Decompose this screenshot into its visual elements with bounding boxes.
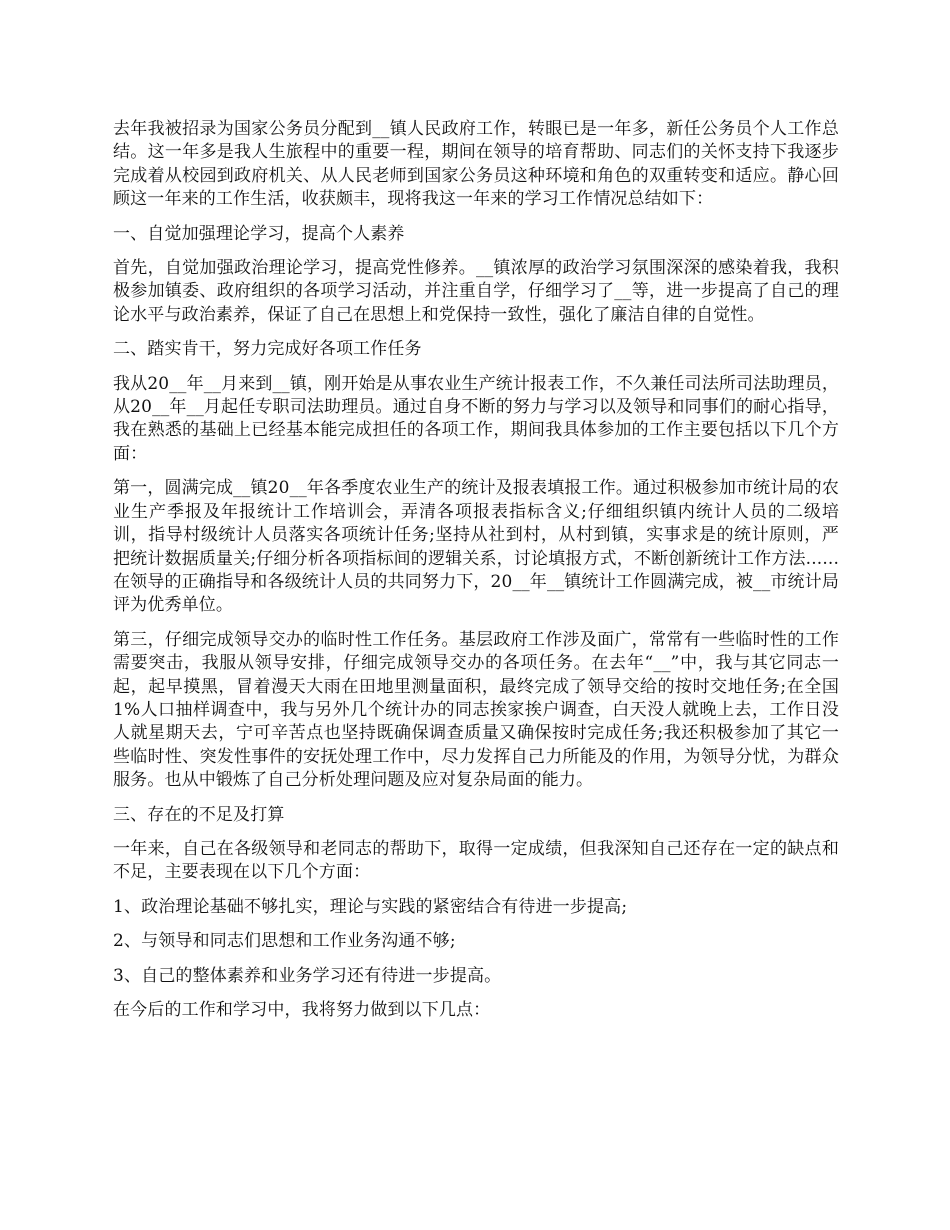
section-heading-shortcomings: 三、存在的不足及打算: [113, 804, 285, 825]
list-item: 2、与领导和同志们思想和工作业务沟通不够;: [113, 931, 456, 952]
paragraph-work-history: 我从20__年__月来到__镇，刚开始是从事农业生产统计报表工作，不久兼任司法所司法助理员，从20__年__月起任专职司法助理员。通过自身不断的努力与学习以及领导和同事们的耐心指导，我在熟悉的基础上已经基本能完成担任的各项工作，期间我具体参加的工作主要包括以下几个方面：: [113, 373, 839, 464]
list-item: 1、政治理论基础不够扎实，理论与实践的紧密结合有待进一步提高;: [113, 896, 628, 917]
intro-paragraph: 去年我被招录为国家公务员分配到__镇人民政府工作，转眼已是一年多，新任公务员个人工作总结。这一年多是我人生旅程中的重要一程，期间在领导的培育帮助、同志们的关怀支持下我逐步完成着从校园到政府机关、从人民老师到国家公务员这种环境和角色的双重转变和适应。静心回顾这一年来的工作生活，收获颇丰，现将我这一年来的学习工作情况总结如下：: [113, 119, 839, 210]
paragraph-future-plans: 在今后的工作和学习中，我将努力做到以下几点：: [113, 1000, 491, 1020]
paragraph-temporary-tasks: 第三，仔细完成领导交办的临时性工作任务。基层政府工作涉及面广，常常有一些临时性的工作需要突击，我服从领导安排，仔细完成领导交办的各项任务。在去年“__”中，我与其它同志一起，起早摸黑，冒着漫天大雨在田地里测量面积，最终完成了领导交给的按时交地任务;在全国1%人口抽样调查中，我与另外几个统计办的同志挨家挨户调查，白天没人就晚上去，工作日没人就星期天去，宁可辛苦点也坚持既确保调查质量又确保按时完成任务;我还积极参加了其它一些临时性、突发性事件的安抚处理工作中，尽力发挥自己力所能及的作用，为领导分忧，为群众服务。也从中锻炼了自己分析处理问题及应对复杂局面的能力。: [113, 629, 839, 791]
paragraph-political-study: 首先，自觉加强政治理论学习，提高党性修养。__镇浓厚的政治学习氛围深深的感染着我，我积极参加镇委、政府组织的各项学习活动，并注重自学，仔细学习了__等，进一步提高了自己的理论水平与政治素养，保证了自己在思想上和党保持一致性，强化了廉洁自律的自觉性。: [113, 258, 839, 325]
list-item: 3、自己的整体素养和业务学习还有待进一步提高。: [113, 965, 502, 986]
section-heading-work-tasks: 二、踏实肯干，努力完成好各项工作任务: [113, 339, 422, 360]
section-heading-theory-study: 一、自觉加强理论学习，提高个人素养: [113, 223, 405, 244]
document-body: [113, 118, 839, 1033]
paragraph-shortcomings-intro: 一年来，自己在各级领导和老同志的帮助下，取得一定成绩，但我深知自己还存在一定的缺点和不足，主要表现在以下几个方面：: [113, 838, 839, 883]
paragraph-statistics-work: 第一，圆满完成__镇20__年各季度农业生产的统计及报表填报工作。通过积极参加市统计局的农业生产季报及年报统计工作培训会，弄清各项报表指标含义;仔细组织镇内统计人员的二级培训，指导村级统计人员落实各项统计任务;坚持从社到村，从村到镇，实事求是的统计原则，严把统计数据质量关;仔细分析各项指标间的逻辑关系，讨论填报方式，不断创新统计工作方法......在领导的正确指导和各级统计人员的共同努力下，20__年__镇统计工作圆满完成，被__市统计局评为优秀单位。: [113, 478, 839, 616]
